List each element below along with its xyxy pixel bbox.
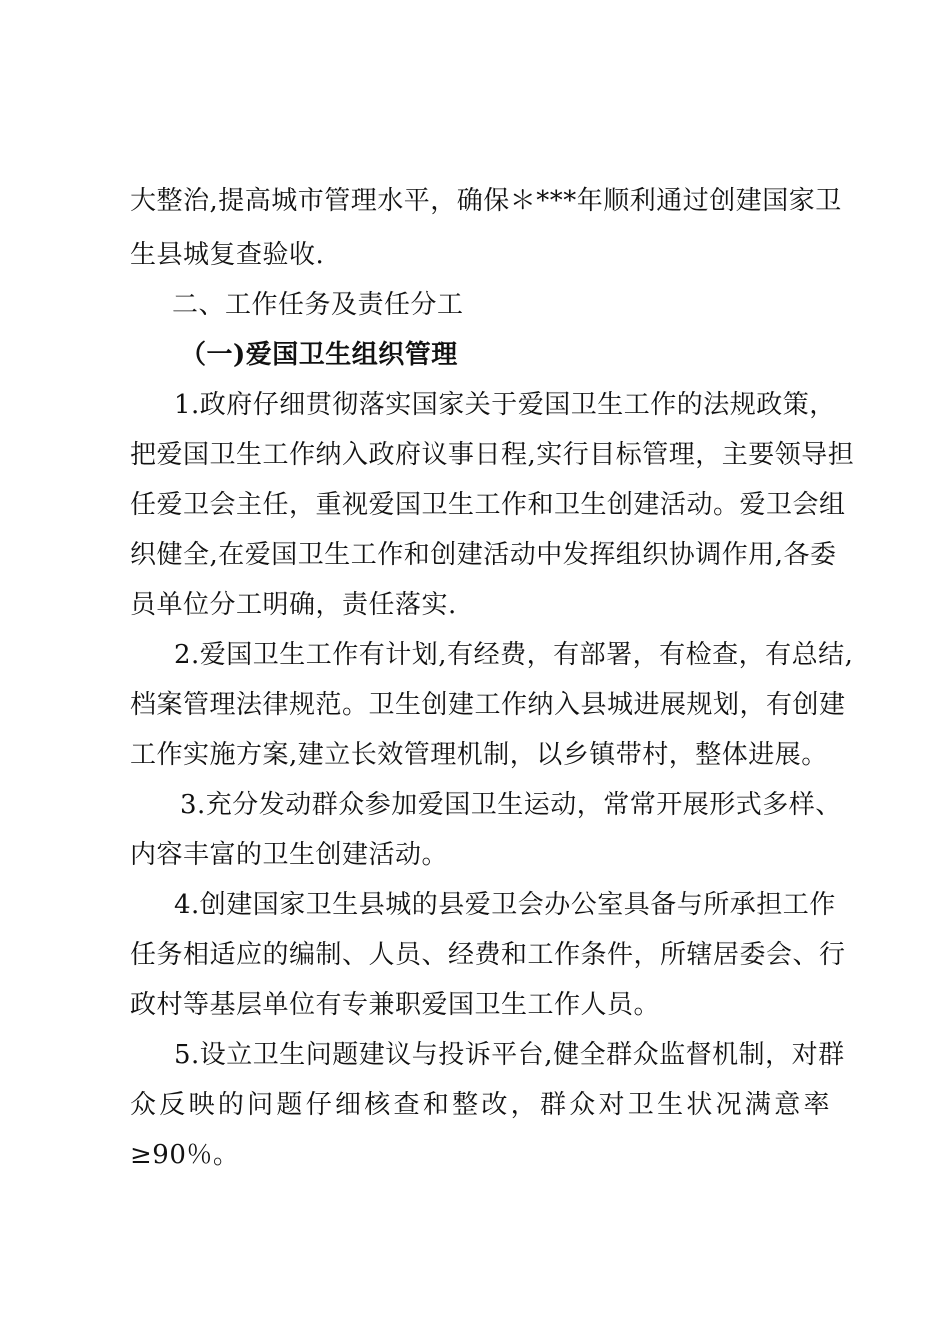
item-3-line-2: 内容丰富的卫生创建活动。: [130, 840, 449, 870]
section-heading: 二、工作任务及责任分工: [172, 290, 464, 320]
item-5-line-1: 5.设立卫生问题建议与投诉平台,健全群众监督机制，对群: [174, 1040, 845, 1070]
item-4-line-2: 任务相适应的编制、人员、经费和工作条件，所辖居委会、行: [130, 940, 846, 970]
item-1-line-3: 任爱卫会主任，重视爱国卫生工作和卫生创建活动。爱卫会组: [130, 490, 846, 520]
paragraph-intro-line-1: 大整治,提高城市管理水平，确保＊***年顺利通过创建国家卫: [130, 186, 842, 216]
item-2-line-1: 2.爱国卫生工作有计划,有经费，有部署，有检查，有总结,: [174, 640, 854, 670]
item-3-line-1: 3.充分发动群众参加爱国卫生运动，常常开展形式多样、: [180, 790, 842, 820]
item-5-line-2: 众反映的问题仔细核查和整改，群众对卫生状况满意率: [130, 1090, 830, 1120]
item-4-line-3: 政村等基层单位有专兼职爱国卫生工作人员。: [130, 990, 661, 1020]
item-5-line-3: ≥90％。: [130, 1140, 240, 1170]
item-1-line-1: 1.政府仔细贯彻落实国家关于爱国卫生工作的法规政策，: [174, 390, 836, 420]
subsection-heading: （一)爱国卫生组织管理: [180, 340, 458, 370]
item-1-line-4: 织健全,在爱国卫生工作和创建活动中发挥组织协调作用,各委: [130, 540, 837, 570]
item-4-line-1: 4.创建国家卫生县城的县爱卫会办公室具备与所承担工作: [174, 890, 836, 920]
item-1-line-5: 员单位分工明确，责任落实.: [130, 590, 457, 620]
item-2-line-2: 档案管理法律规范。卫生创建工作纳入县城进展规划，有创建: [130, 690, 846, 720]
item-2-line-3: 工作实施方案,建立长效管理机制，以乡镇带村，整体进展。: [130, 740, 828, 770]
item-1-line-2: 把爱国卫生工作纳入政府议事日程,实行目标管理，主要领导担: [130, 440, 855, 470]
paragraph-intro-line-2: 生县城复查验收.: [130, 240, 325, 270]
